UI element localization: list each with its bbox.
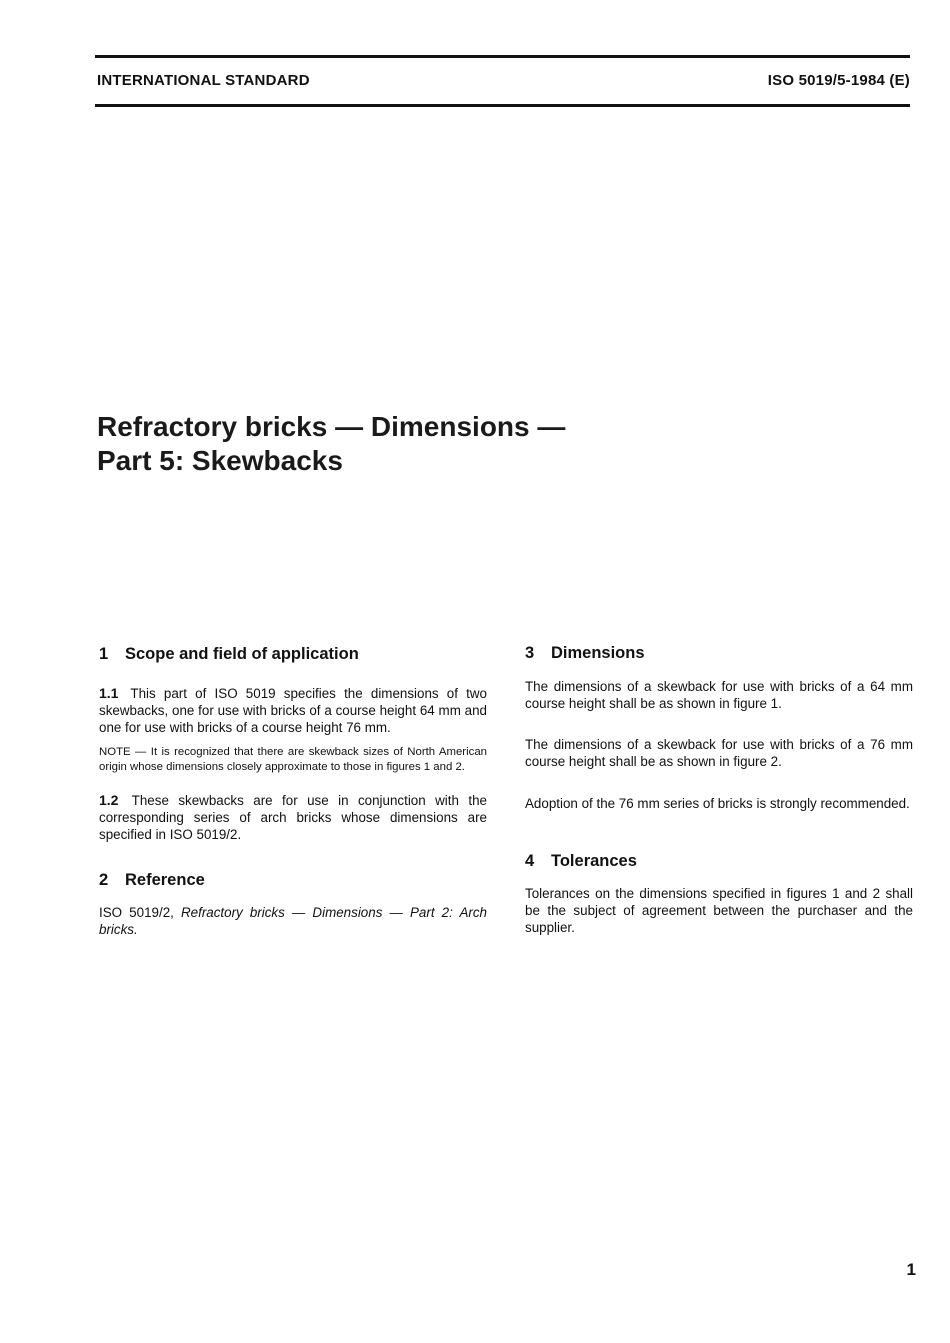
right-column xyxy=(525,642,913,936)
section-3-title: Dimensions xyxy=(551,644,645,662)
clause-1-2-number: 1.2 xyxy=(99,792,119,808)
header-top-rule xyxy=(95,55,910,58)
reference-entry xyxy=(99,904,487,938)
clause-1-2 xyxy=(99,792,487,843)
clause-1-1-text: This part of ISO 5019 specifies the dimensions of two skewbacks, one for use with bricks of a course height 64 mm and one for use with bricks of a course height 76 mm. xyxy=(99,686,487,735)
reference-id: ISO 5019/2, xyxy=(99,905,174,920)
clause-1-1 xyxy=(99,685,487,736)
section-4-title: Tolerances xyxy=(551,852,637,870)
section-2-title: Reference xyxy=(125,871,205,889)
title-line-1: Refractory bricks — Dimensions — xyxy=(97,411,566,442)
header-standard-number: ISO 5019/5-1984 (E) xyxy=(767,72,910,89)
section-1-heading xyxy=(99,643,487,665)
left-column xyxy=(99,643,487,938)
section-4-heading xyxy=(525,850,913,872)
section-1-number: 1 xyxy=(99,645,109,663)
dimensions-paragraph-3: Adoption of the 76 mm series of bricks is strongly recommended. xyxy=(525,796,910,811)
note-paragraph: NOTE — It is recognized that there are skewback sizes of North American origin whose dimensions closely approximate to those in figures 1 and 2. xyxy=(99,746,487,773)
section-1-title: Scope and field of application xyxy=(125,645,359,663)
section-3-heading xyxy=(525,642,913,664)
header-standard-type: INTERNATIONAL STANDARD xyxy=(97,72,310,89)
title-line-2: Part 5: Skewbacks xyxy=(97,445,343,476)
section-4-number: 4 xyxy=(525,852,535,870)
tolerances-paragraph: Tolerances on the dimensions specified in figures 1 and 2 shall be the subject of agreement between the purchaser and the supplier. xyxy=(525,886,913,935)
header-bottom-rule xyxy=(95,104,910,107)
section-3-number: 3 xyxy=(525,644,535,662)
dimensions-paragraph-1: The dimensions of a skewback for use with bricks of a 64 mm course height shall be as shown in figure 1. xyxy=(525,679,913,711)
document-title xyxy=(97,410,565,478)
dimensions-paragraph-2: The dimensions of a skewback for use with bricks of a 76 mm course height shall be as shown in figure 2. xyxy=(525,737,913,769)
reference-title: Refractory bricks — Dimensions — Part 2: Arch bricks. xyxy=(99,905,487,937)
page-number: 1 xyxy=(906,1260,916,1279)
section-2-number: 2 xyxy=(99,871,109,889)
section-2-heading xyxy=(99,869,487,891)
clause-1-1-number: 1.1 xyxy=(99,685,119,701)
clause-1-2-text: These skewbacks are for use in conjunction with the corresponding series of arch bricks whose dimensions are specified in ISO 5019/2. xyxy=(99,793,487,842)
